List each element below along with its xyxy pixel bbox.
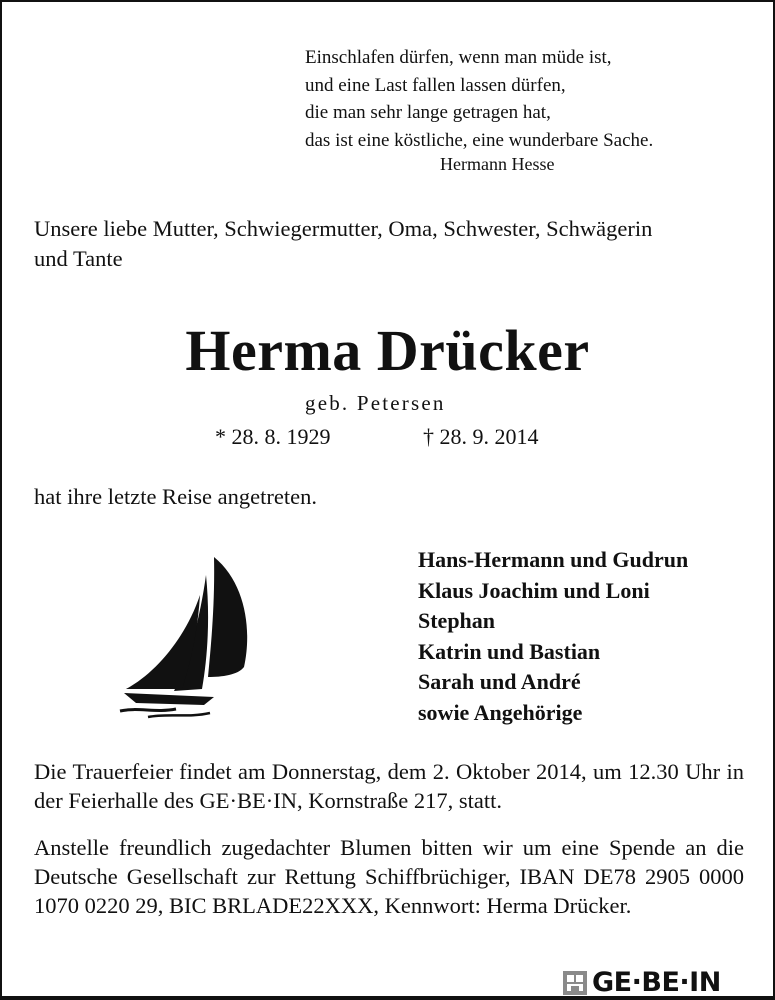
intro-line: Unsere liebe Mutter, Schwiegermutter, Oma, Schwester, Schwägerin	[34, 216, 653, 241]
logo-mark-icon	[562, 968, 588, 996]
logo-text: GE·BE·IN	[592, 966, 721, 998]
service-text: Die Trauerfeier findet am Donnerstag, dem 2. Oktober 2014, um 12.30 Uhr in der Feierhalle des GE·BE·IN, Kornstraße 217, statt.	[34, 759, 744, 813]
donation-text: Anstelle freundlich zugedachter Blumen bitten wir um eine Spende an die Deutsche Gesellschaft zur Rettung Schiffbrüchiger, IBAN DE78 2905 0000 1070 0220 29, BIC BRLADE22XXX, Kennwort: Herma Drücker.	[34, 835, 744, 918]
survivor-entry: Stephan	[418, 608, 496, 633]
deceased-name: Herma Drücker	[185, 318, 590, 383]
survivor-entry: sowie Angehörige	[418, 699, 583, 725]
gebein-logo	[562, 966, 721, 998]
birth-date: * 28. 8. 1929	[215, 424, 331, 449]
poem	[305, 44, 653, 154]
intro-line: und Tante	[34, 246, 123, 271]
survivor-entry: Hans-Hermann und Gudrun	[418, 547, 689, 572]
poem-line: Einschlafen dürfen, wenn man müde ist,	[305, 47, 612, 68]
death-date: † 28. 9. 2014	[423, 424, 539, 449]
intro-text	[34, 214, 652, 274]
survivors-list	[418, 545, 688, 728]
survivor-entry: Sarah und André	[418, 669, 581, 694]
poem-line: und eine Last fallen lassen dürfen,	[305, 74, 566, 96]
poem-line: das ist eine köstliche, eine wunderbare Sache.	[305, 129, 654, 151]
survivor-entry: Katrin und Bastian	[418, 638, 601, 664]
sailboat-icon	[118, 555, 253, 720]
journey-text: hat ihre letzte Reise angetreten.	[34, 484, 317, 509]
poem-line: die man sehr lange getragen hat,	[305, 102, 551, 123]
poem-author: Hermann Hesse	[440, 154, 555, 174]
survivor-entry: Klaus Joachim und Loni	[418, 577, 650, 603]
maiden-name: geb. Petersen	[305, 391, 446, 415]
